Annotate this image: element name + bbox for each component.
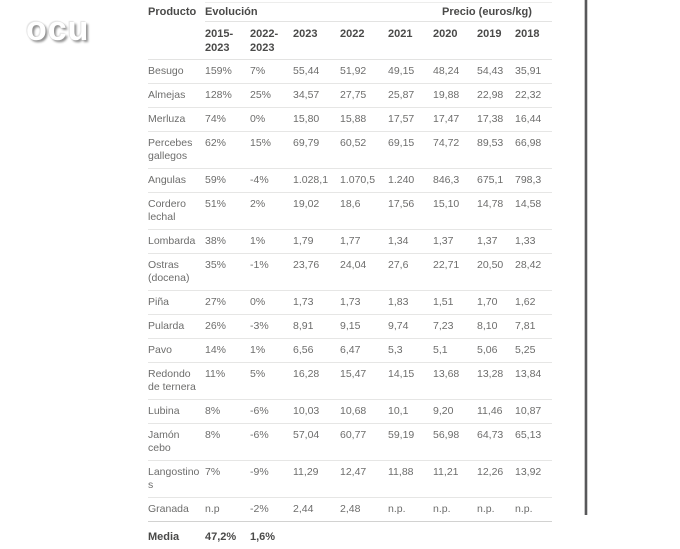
column-group-evolucion: Evolución (205, 6, 258, 18)
value-cell: 74% (205, 113, 227, 125)
table-row (148, 339, 552, 363)
value-cell: 18,6 (340, 198, 361, 210)
value-cell: 66,98 (515, 137, 542, 149)
value-cell: 34,57 (293, 89, 320, 101)
value-cell: 6,47 (340, 344, 361, 356)
value-cell: -3% (250, 320, 269, 332)
table-row (148, 84, 552, 108)
value-cell: 13,84 (515, 368, 542, 380)
value-cell: -1% (250, 259, 269, 271)
table-row (148, 461, 552, 498)
table-row (148, 424, 552, 461)
value-cell: 8,10 (477, 320, 498, 332)
value-cell: 59,19 (388, 429, 415, 441)
value-cell: -2% (250, 503, 269, 515)
value-cell: 19,88 (433, 89, 460, 101)
value-cell: 11,21 (433, 466, 459, 478)
value-cell: -4% (250, 174, 269, 186)
value-cell: 69,15 (388, 137, 415, 149)
value-cell: n.p. (515, 503, 533, 515)
value-cell: 1,33 (515, 235, 536, 247)
product-name: Merluza (148, 113, 186, 125)
table-row (148, 169, 552, 193)
year-column-header: 2015-2023 (205, 28, 234, 54)
value-cell: 14,15 (388, 368, 415, 380)
value-cell: 9,15 (340, 320, 361, 332)
value-cell: 20,50 (477, 259, 504, 271)
value-cell: 49,15 (388, 65, 415, 77)
value-cell: 28,42 (515, 259, 542, 271)
footer-label: Media (148, 531, 180, 543)
value-cell: 5% (250, 368, 266, 380)
value-cell: 8% (205, 405, 221, 417)
value-cell: 65,13 (515, 429, 542, 441)
year-column-header: 2019 (477, 28, 502, 40)
value-cell: 56,98 (433, 429, 460, 441)
product-name: Jamón cebo (148, 429, 180, 454)
value-cell: 59% (205, 174, 227, 186)
value-cell: 8,91 (293, 320, 314, 332)
value-cell: 7% (205, 466, 221, 478)
table-row (148, 60, 552, 84)
value-cell: -6% (250, 429, 269, 441)
value-cell: -6% (250, 405, 269, 417)
table-row (148, 291, 552, 315)
product-name: Almejas (148, 89, 186, 101)
value-cell: n.p. (433, 503, 451, 515)
value-cell: 1,51 (433, 296, 454, 308)
table-row (148, 254, 552, 291)
value-cell: 846,3 (433, 174, 460, 186)
table-row (148, 108, 552, 132)
value-cell: 69,79 (293, 137, 320, 149)
value-cell: n.p. (477, 503, 495, 515)
value-cell: 1,34 (388, 235, 409, 247)
value-cell: 2,44 (293, 503, 314, 515)
year-column-header: 2022-2023 (250, 28, 279, 54)
value-cell: 15% (250, 137, 272, 149)
value-cell: 57,04 (293, 429, 320, 441)
value-cell: 159% (205, 65, 232, 77)
value-cell: 14% (205, 344, 227, 356)
value-cell: 17,38 (477, 113, 504, 125)
value-cell: 1.028,1 (293, 174, 329, 186)
value-cell: 17,56 (388, 198, 415, 210)
year-column-header: 2022 (340, 28, 365, 40)
value-cell: 22,98 (477, 89, 504, 101)
table-row (148, 498, 552, 522)
year-column-header: 2023 (293, 28, 318, 40)
value-cell: 1,73 (293, 296, 314, 308)
value-cell: 22,71 (433, 259, 460, 271)
value-cell: 51,92 (340, 65, 367, 77)
value-cell: 15,80 (293, 113, 320, 125)
value-cell: 1,83 (388, 296, 409, 308)
value-cell: 25,87 (388, 89, 415, 101)
value-cell: 15,47 (340, 368, 367, 380)
product-name: Percebes gallegos (148, 137, 193, 162)
value-cell: 12,47 (340, 466, 367, 478)
value-cell: 1% (250, 235, 266, 247)
product-name: Cordero lechal (148, 198, 186, 223)
value-cell: 14,78 (477, 198, 504, 210)
column-group-precio: Precio (euros/kg) (442, 6, 532, 18)
price-table (148, 2, 552, 549)
value-cell: 1,70 (477, 296, 498, 308)
value-cell: 62% (205, 137, 227, 149)
product-name: Lombarda (148, 235, 196, 247)
value-cell: 5,25 (515, 344, 536, 356)
value-cell: 0% (250, 296, 266, 308)
value-cell: 7,81 (515, 320, 536, 332)
product-name: Pularda (148, 320, 185, 332)
value-cell: 5,06 (477, 344, 498, 356)
product-name: Besugo (148, 65, 184, 77)
table-row (148, 193, 552, 230)
value-cell: 1,62 (515, 296, 536, 308)
value-cell: 10,03 (293, 405, 320, 417)
table-row (148, 132, 552, 169)
value-cell: 11,46 (477, 405, 503, 417)
product-name: Ostras (docena) (148, 259, 190, 284)
value-cell: 26% (205, 320, 227, 332)
value-cell: 89,53 (477, 137, 504, 149)
table-row (148, 230, 552, 254)
value-cell: 23,76 (293, 259, 320, 271)
value-cell: 27% (205, 296, 227, 308)
product-name: Granada (148, 503, 189, 515)
table-year-header-row (148, 22, 552, 60)
value-cell: n.p. (388, 503, 406, 515)
value-cell: 675,1 (477, 174, 504, 186)
value-cell: 5,1 (433, 344, 448, 356)
value-cell: 5,3 (388, 344, 403, 356)
value-cell: 13,28 (477, 368, 504, 380)
footer-value-cell: 47,2% (205, 531, 237, 543)
product-name: Angulas (148, 174, 186, 186)
value-cell: 54,43 (477, 65, 504, 77)
ocu-logo: ocu (26, 10, 90, 48)
value-cell: 11,29 (293, 466, 319, 478)
value-cell: 1,73 (340, 296, 361, 308)
value-cell: 25% (250, 89, 272, 101)
value-cell: 35,91 (515, 65, 542, 77)
value-cell: 0% (250, 113, 266, 125)
value-cell: 798,3 (515, 174, 542, 186)
value-cell: n.p (205, 503, 220, 515)
value-cell: 13,92 (515, 466, 542, 478)
value-cell: 128% (205, 89, 232, 101)
value-cell: 19,02 (293, 198, 320, 210)
value-cell: 17,57 (388, 113, 415, 125)
value-cell: 51% (205, 198, 227, 210)
value-cell: 15,10 (433, 198, 460, 210)
value-cell: 9,20 (433, 405, 454, 417)
value-cell: 1,37 (433, 235, 454, 247)
year-column-header: 2021 (388, 28, 413, 40)
value-cell: 7,23 (433, 320, 454, 332)
value-cell: 2,48 (340, 503, 361, 515)
value-cell: 55,44 (293, 65, 320, 77)
value-cell: 11% (205, 368, 226, 380)
table-footer-row (148, 521, 552, 549)
value-cell: 9,74 (388, 320, 409, 332)
table-group-header-row (148, 2, 552, 21)
value-cell: 6,56 (293, 344, 314, 356)
column-header-producto: Producto (148, 6, 197, 18)
value-cell: 15,88 (340, 113, 367, 125)
value-cell: 64,73 (477, 429, 504, 441)
value-cell: 48,24 (433, 65, 460, 77)
year-header-spacer (148, 27, 205, 55)
value-cell: 1.070,5 (340, 174, 376, 186)
table-row (148, 315, 552, 339)
value-cell: 74,72 (433, 137, 460, 149)
product-name: Lubina (148, 405, 180, 417)
value-cell: 24,04 (340, 259, 367, 271)
value-cell: 60,52 (340, 137, 367, 149)
value-cell: 60,77 (340, 429, 367, 441)
value-cell: 35% (205, 259, 227, 271)
product-name: Langostinos (148, 466, 200, 491)
value-cell: 1,79 (293, 235, 314, 247)
value-cell: 7% (250, 65, 266, 77)
year-column-header: 2020 (433, 28, 458, 40)
value-cell: 12,26 (477, 466, 504, 478)
value-cell: 27,6 (388, 259, 409, 271)
product-name: Redondo de ternera (148, 368, 196, 393)
value-cell: 10,1 (388, 405, 409, 417)
value-cell: 17,47 (433, 113, 460, 125)
value-cell: 14,58 (515, 198, 542, 210)
value-cell: 16,28 (293, 368, 320, 380)
window-edge-line (584, 0, 588, 515)
value-cell: 10,68 (340, 405, 367, 417)
value-cell: -9% (250, 466, 269, 478)
table-row (148, 363, 552, 400)
value-cell: 22,32 (515, 89, 542, 101)
value-cell: 11,88 (388, 466, 414, 478)
value-cell: 38% (205, 235, 227, 247)
value-cell: 1,77 (340, 235, 361, 247)
value-cell: 2% (250, 198, 266, 210)
value-cell: 27,75 (340, 89, 367, 101)
value-cell: 10,87 (515, 405, 542, 417)
value-cell: 8% (205, 429, 221, 441)
table-row (148, 400, 552, 424)
value-cell: 13,68 (433, 368, 460, 380)
value-cell: 1,37 (477, 235, 498, 247)
footer-value-cell: 1,6% (250, 531, 276, 543)
product-name: Pavo (148, 344, 172, 356)
value-cell: 16,44 (515, 113, 542, 125)
value-cell: 1% (250, 344, 266, 356)
value-cell: 1.240 (388, 174, 415, 186)
product-name: Piña (148, 296, 170, 308)
year-column-header: 2018 (515, 28, 540, 40)
table-body (148, 60, 552, 522)
